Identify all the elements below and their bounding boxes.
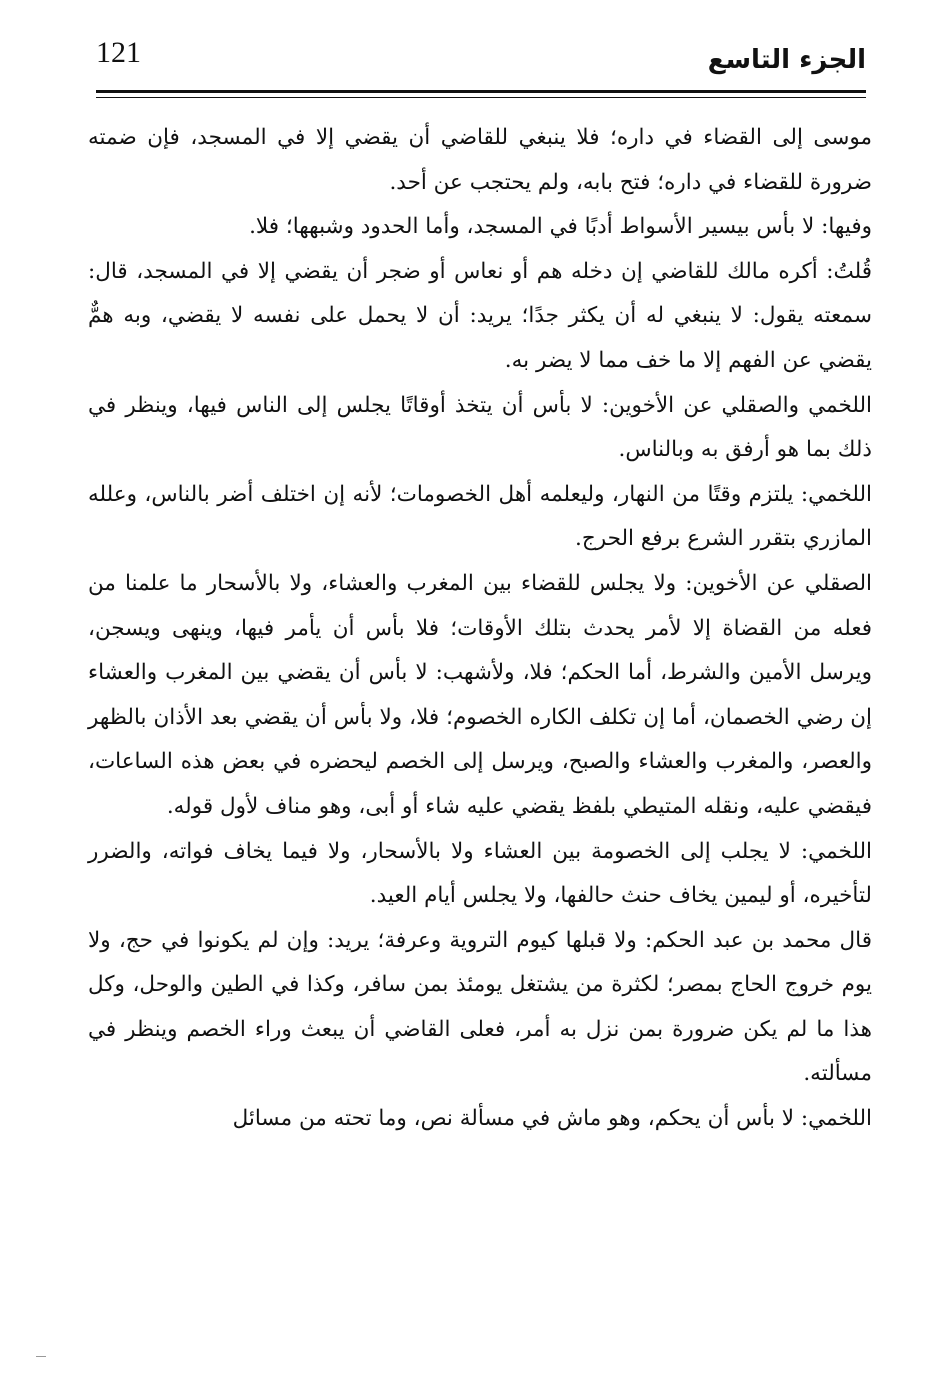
header-rule xyxy=(96,90,866,93)
header-rule-thin xyxy=(96,97,866,98)
paragraph: اللخمي: لا بأس أن يحكم، وهو ماش في مسألة نص، وما تحته من مسائل xyxy=(232,1106,872,1132)
scan-mark xyxy=(36,1356,46,1357)
paragraph: قال محمد بن عبد الحكم: ولا قبلها كيوم التروية وعرفة؛ يريد: وإن لم يكونوا في حج، ولا يوم خروج الحاج بمصر؛ لكثرة من يشتغل يومئذ بمن سافر، وكذا في الطين والوحل، وكل هذا ما لم يكن ضرورة بمن نزل به أمر، فعلى القاضي أن يبعث وراء الخصم وينظر في مسألته. xyxy=(88,927,872,1087)
page-number: 121 xyxy=(96,36,141,69)
body-text xyxy=(88,116,872,1142)
paragraph: وفيها: لا بأس بيسير الأسواط أدبًا في المسجد، وأما الحدود وشبهها؛ فلا. xyxy=(249,214,872,240)
page-header xyxy=(96,30,866,92)
paragraph: قُلتُ: أكره مالك للقاضي إن دخله هم أو نعاس أو ضجر أن يقضي إلا في المسجد، قال: سمعته يقول: لا ينبغي له أن يكثر جدًا؛ يريد: أن لا يحمل على نفسه لا يقضي، وبه همٌّ يقضي عن الفهم إلا ما خف مما لا يضر به. xyxy=(88,258,872,373)
paragraph: اللخمي: لا يجلب إلى الخصومة بين العشاء ولا بالأسحار، ولا فيما يخاف فواته، والضرر لتأخيره، أو ليمين يخاف حنث حالفها، ولا يجلس أيام العيد. xyxy=(88,838,872,909)
paragraph: الصقلي عن الأخوين: ولا يجلس للقضاء بين المغرب والعشاء، ولا بالأسحار ما علمنا من فعله من القضاة إلا لأمر يحدث بتلك الأوقات؛ فلا بأس أن يأمر فيها، وينهى ويسجن، ويرسل الأمين والشرط، أما الحكم؛ فلا، ولأشهب: لا بأس أن يقضي بين المغرب والعشاء إن رضي الخصمان، أما إن تكلف الكاره الخصوم؛ فلا، ولا بأس أن يقضي بعد الأذان بالظهر والعصر، والمغرب والعشاء والصبح، ويرسل إلى الخصم ليحضره في بعض هذه الساعات، فيقضي عليه، ونقله المتيطي بلفظ يقضي عليه شاء أو أبى، وهو مناف لأول قوله. xyxy=(88,570,872,819)
paragraph: اللخمي: يلتزم وقتًا من النهار، وليعلمه أهل الخصومات؛ لأنه إن اختلف أضر بالناس، وعلله المازري بتقرر الشرع برفع الحرج. xyxy=(88,481,872,552)
paragraph: موسى إلى القضاء في داره؛ فلا ينبغي للقاضي أن يقضي إلا في المسجد، فإن ضمته ضرورة للقضاء في داره؛ فتح بابه، ولم يحتجب عن أحد. xyxy=(88,125,872,195)
paragraph: اللخمي والصقلي عن الأخوين: لا بأس أن يتخذ أوقاتًا يجلس إلى الناس فيها، وينظر في ذلك بما هو أرفق به وبالناس. xyxy=(88,392,872,463)
running-title: الجزء التاسع xyxy=(707,45,866,75)
